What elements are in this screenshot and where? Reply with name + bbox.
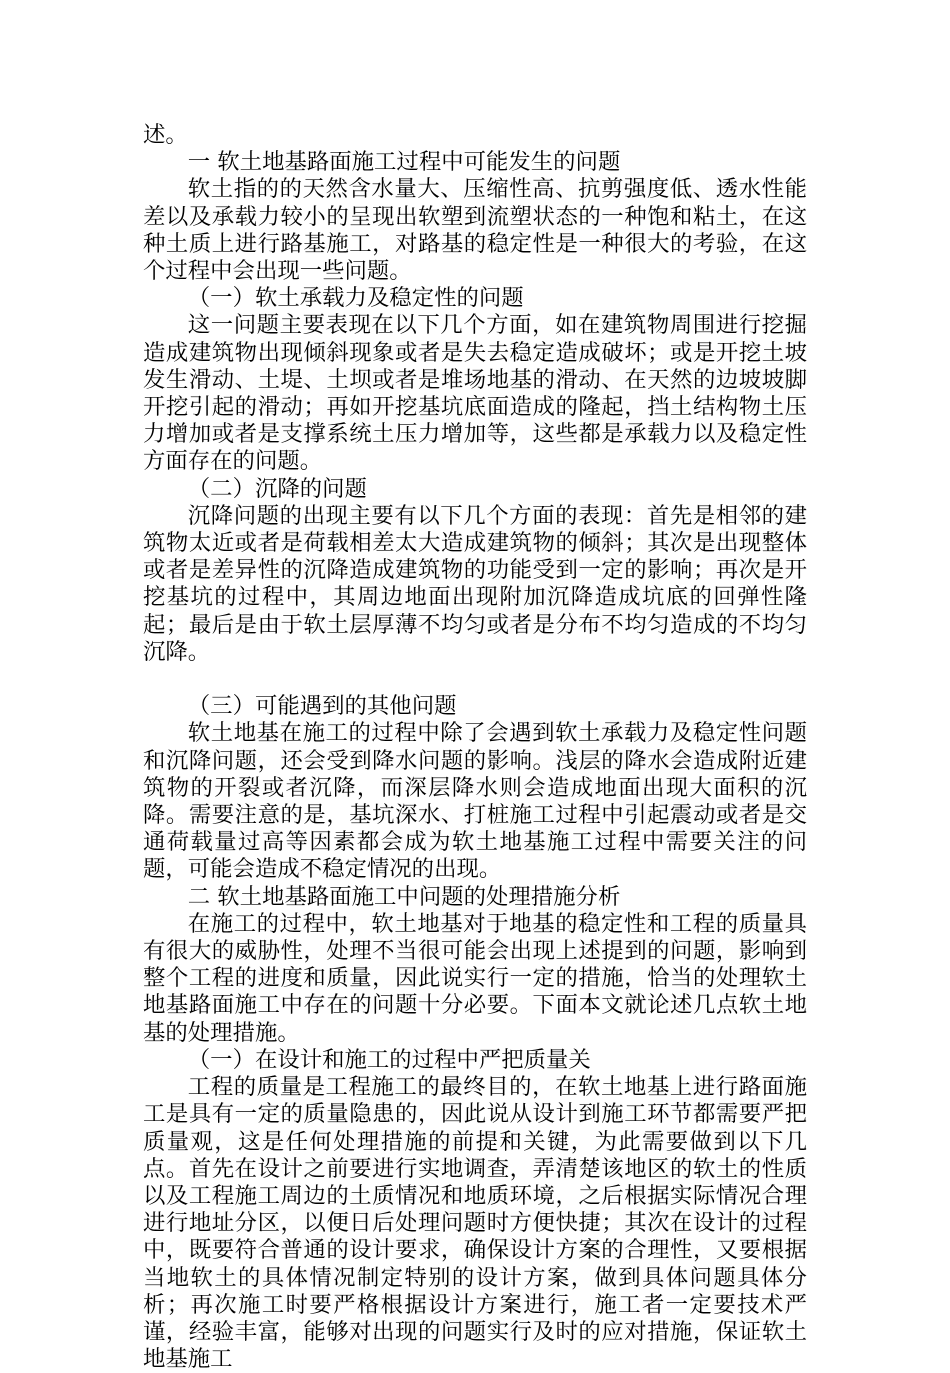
- subsection-heading-1-3: （三）可能遇到的其他问题: [187, 693, 457, 720]
- section-heading-1: 一 软土地基路面施工过程中可能发生的问题: [187, 149, 621, 176]
- document-page: [143, 122, 807, 1373]
- paragraph-continuation: 述。: [143, 122, 188, 148]
- blank-line: [143, 666, 807, 693]
- section-heading-2: 二 软土地基路面施工中问题的处理措施分析: [187, 883, 621, 910]
- subsection-heading-1-1: （一）软土承载力及稳定性的问题: [187, 285, 524, 312]
- paragraph-settlement: 沉降问题的出现主要有以下几个方面的表现：首先是相邻的建筑物太近或者是荷载相差太大造成建筑物的倾斜；其次是出现整体或者是差异性的沉降造成建筑物的功能受到一定的影响；再次是开挖基坑的过程中，其周边地面出现附加沉降造成坑底的回弹性隆起；最后是由于软土层厚薄不均匀或者是分布不均匀造成的不均匀沉降。: [143, 502, 807, 665]
- subsection-heading-2-1: （一）在设计和施工的过程中严把质量关: [187, 1046, 591, 1073]
- subsection-heading-1-2: （二）沉降的问题: [187, 475, 367, 502]
- paragraph-bearing-capacity: 这一问题主要表现在以下几个方面，如在建筑物周围进行挖掘造成建筑物出现倾斜现象或者是失去稳定造成破坏；或是开挖土坡发生滑动、土堤、土坝或者是堆场地基的滑动、在天然的边坡坡脚开挖引起的滑动；再如开挖基坑底面造成的隆起，挡土结构物土压力增加或者是支撑系统土压力增加等，这些都是承载力以及稳定性方面存在的问题。: [143, 312, 807, 475]
- paragraph-soft-soil-definition: 软土指的的天然含水量大、压缩性高、抗剪强度低、透水性能差以及承载力较小的呈现出软塑到流塑状态的一种饱和粘土，在这种土质上进行路基施工，对路基的稳定性是一种很大的考验，在这个过程中会出现一些问题。: [143, 176, 807, 285]
- paragraph-treatment-intro: 在施工的过程中，软土地基对于地基的稳定性和工程的质量具有很大的威胁性，处理不当很可能会出现上述提到的问题，影响到整个工程的进度和质量，因此说实行一定的措施，恰当的处理软土地基路面施工中存在的问题十分必要。下面本文就论述几点软土地基的处理措施。: [143, 910, 807, 1046]
- paragraph-other-problems: 软土地基在施工的过程中除了会遇到软土承载力及稳定性问题和沉降问题，还会受到降水问题的影响。浅层的降水会造成附近建筑物的开裂或者沉降，而深层降水则会造成地面出现大面积的沉降。需要注意的是，基坑深水、打桩施工过程中引起震动或者是交通荷载量过高等因素都会成为软土地基施工过程中需要关注的问题，可能会造成不稳定情况的出现。: [143, 720, 807, 883]
- paragraph-quality-control: 工程的质量是工程施工的最终目的，在软土地基上进行路面施工是具有一定的质量隐患的，因此说从设计到施工环节都需要严把质量观，这是任何处理措施的前提和关键，为此需要做到以下几点。首先在设计之前要进行实地调查，弄清楚该地区的软土的性质以及工程施工周边的土质情况和地质环境，之后根据实际情况合理进行地址分区，以便日后处理问题时方便快捷；其次在设计的过程中，既要符合普通的设计要求，确保设计方案的合理性，又要根据当地软土的具体情况制定特别的设计方案，做到具体问题具体分析；再次施工时要严格根据设计方案进行，施工者一定要技术严谨，经验丰富，能够对出现的问题实行及时的应对措施，保证软土地基施工: [143, 1074, 807, 1373]
